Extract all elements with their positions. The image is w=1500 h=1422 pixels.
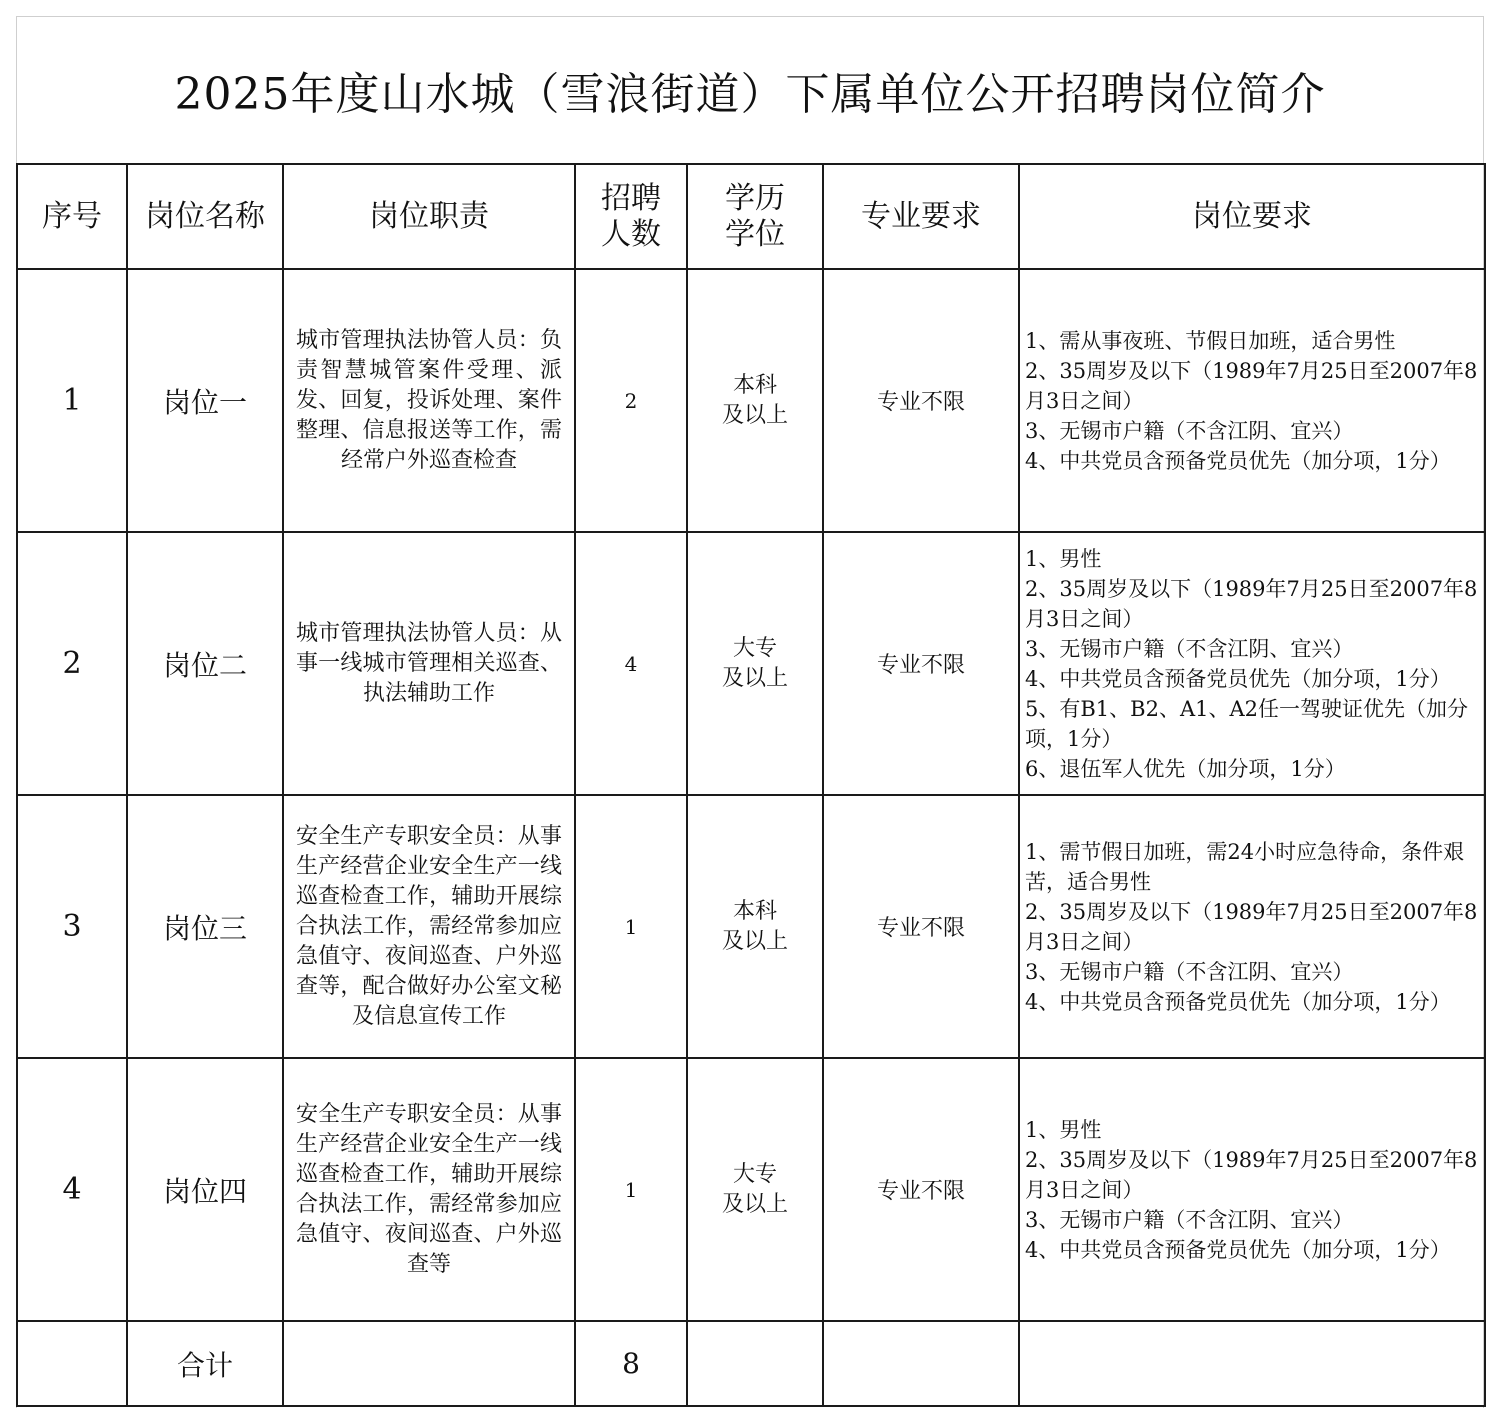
row-duty-text: 城市管理执法协管人员：从事一线城市管理相关巡查、执法辅助工作 (296, 620, 562, 706)
row-requirements (1019, 532, 1485, 795)
row-education (687, 532, 823, 795)
row-major: 专业不限 (823, 795, 1019, 1058)
requirement-item: 4、中共党员含预备党员优先（加分项，1分） (1025, 666, 1451, 691)
header-name: 岗位名称 (127, 164, 283, 269)
header-edu (687, 164, 823, 269)
row-education-line2: 及以上 (721, 928, 788, 954)
row-major: 专业不限 (823, 269, 1019, 532)
requirement-item: 1、需节假日加班，需24小时应急待命，条件艰苦，适合男性 (1025, 839, 1465, 894)
header-major: 专业要求 (823, 164, 1019, 269)
total-empty-cell (687, 1321, 823, 1406)
row-duty-text: 安全生产专职安全员：从事生产经营企业安全生产一线巡查检查工作，辅助开展综合执法工作，需经常参加应急值守、夜间巡查、户外巡查等 (296, 1101, 562, 1277)
header-index: 序号 (17, 164, 127, 269)
row-major: 专业不限 (823, 1058, 1019, 1321)
row-education-line1: 大专 (732, 1161, 777, 1187)
row-education (687, 795, 823, 1058)
requirement-item: 6、退伍军人优先（加分项，1分） (1025, 756, 1346, 781)
header-req: 岗位要求 (1019, 164, 1485, 269)
positions-table (16, 163, 1486, 1407)
requirement-item: 2、35周岁及以下（1989年7月25日至2007年8月3日之间） (1025, 1147, 1478, 1202)
requirement-item: 4、中共党员含预备党员优先（加分项，1分） (1025, 448, 1451, 473)
row-count: 2 (575, 269, 687, 532)
requirement-item: 1、男性 (1025, 546, 1102, 571)
requirement-item: 2、35周岁及以下（1989年7月25日至2007年8月3日之间） (1025, 576, 1478, 631)
row-duty (283, 795, 575, 1058)
row-position-name: 岗位三 (127, 795, 283, 1058)
row-index: 2 (17, 532, 127, 795)
row-education-line1: 大专 (732, 635, 777, 661)
row-requirements (1019, 1058, 1485, 1321)
total-label: 合计 (127, 1321, 283, 1406)
row-major: 专业不限 (823, 532, 1019, 795)
row-requirements (1019, 795, 1485, 1058)
table-row (17, 795, 1485, 1058)
row-requirements (1019, 269, 1485, 532)
header-count (575, 164, 687, 269)
row-duty (283, 269, 575, 532)
header-edu-line2: 学位 (725, 216, 785, 252)
table-row (17, 269, 1485, 532)
row-duty-text: 安全生产专职安全员：从事生产经营企业安全生产一线巡查检查工作，辅助开展综合执法工作，需经常参加应急值守、夜间巡查、户外巡查等，配合做好办公室文秘及信息宣传工作 (296, 823, 562, 1029)
row-index: 4 (17, 1058, 127, 1321)
row-duty-text: 城市管理执法协管人员：负责智慧城管案件受理、派发、回复，投诉处理、案件整理、信息报送等工作，需经常户外巡查检查 (296, 327, 562, 473)
row-education-line2: 及以上 (721, 1191, 788, 1217)
row-index: 1 (17, 269, 127, 532)
requirement-item: 3、无锡市户籍（不含江阴、宜兴） (1025, 636, 1354, 661)
row-duty (283, 532, 575, 795)
row-count: 1 (575, 1058, 687, 1321)
requirement-item: 1、男性 (1025, 1117, 1102, 1142)
total-empty-cell (823, 1321, 1019, 1406)
row-education (687, 1058, 823, 1321)
row-count: 4 (575, 532, 687, 795)
row-index: 3 (17, 795, 127, 1058)
row-education-line2: 及以上 (721, 665, 788, 691)
header-count-line2: 人数 (601, 216, 661, 252)
requirement-item: 4、中共党员含预备党员优先（加分项，1分） (1025, 1237, 1451, 1262)
page-title: 2025年度山水城（雪浪街道）下属单位公开招聘岗位简介 (174, 68, 1326, 120)
row-education-line1: 本科 (732, 898, 777, 924)
requirement-item: 5、有B1、B2、A1、A2任一驾驶证优先（加分项，1分） (1025, 696, 1468, 751)
row-education (687, 269, 823, 532)
total-count: 8 (575, 1321, 687, 1406)
requirement-item: 4、中共党员含预备党员优先（加分项，1分） (1025, 989, 1451, 1014)
requirement-item: 2、35周岁及以下（1989年7月25日至2007年8月3日之间） (1025, 358, 1478, 413)
row-position-name: 岗位四 (127, 1058, 283, 1321)
requirement-item: 2、35周岁及以下（1989年7月25日至2007年8月3日之间） (1025, 899, 1478, 954)
requirement-item: 3、无锡市户籍（不含江阴、宜兴） (1025, 959, 1354, 984)
header-count-line1: 招聘 (601, 180, 661, 216)
requirement-item: 1、需从事夜班、节假日加班，适合男性 (1025, 328, 1396, 353)
row-position-name: 岗位一 (127, 269, 283, 532)
total-row (17, 1321, 1485, 1406)
row-education-line1: 本科 (732, 372, 777, 398)
table-row (17, 1058, 1485, 1321)
requirement-item: 3、无锡市户籍（不含江阴、宜兴） (1025, 1207, 1354, 1232)
row-duty (283, 1058, 575, 1321)
total-empty-cell (1019, 1321, 1485, 1406)
header-duty: 岗位职责 (283, 164, 575, 269)
table-header-row (17, 164, 1485, 269)
row-count: 1 (575, 795, 687, 1058)
table-row (17, 532, 1485, 795)
requirement-item: 3、无锡市户籍（不含江阴、宜兴） (1025, 418, 1354, 443)
row-education-line2: 及以上 (721, 402, 788, 428)
header-edu-line1: 学历 (725, 180, 785, 216)
total-empty-cell (17, 1321, 127, 1406)
total-empty-cell (283, 1321, 575, 1406)
row-position-name: 岗位二 (127, 532, 283, 795)
